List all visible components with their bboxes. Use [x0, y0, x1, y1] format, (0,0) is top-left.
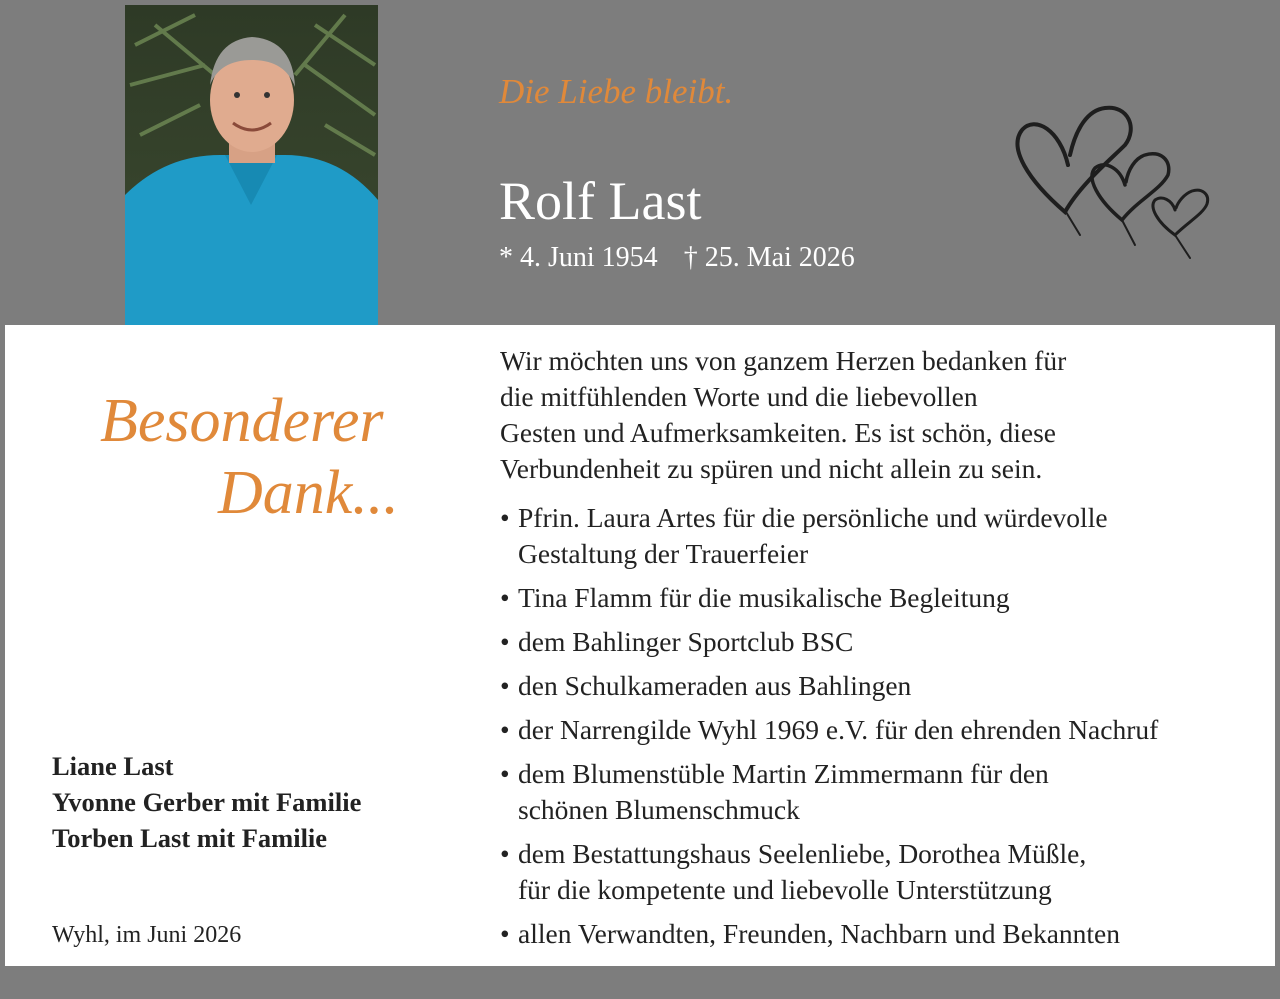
thanks-list: [500, 500, 1270, 960]
thanks-line: • den Schulkameraden aus Bahlingen: [518, 670, 912, 701]
intro-line: Gesten und Aufmerksamkeiten. Es ist schön, diese: [500, 417, 1057, 448]
thanks-item: [500, 916, 1270, 952]
place-date: Wyhl, im Juni 2026: [52, 922, 242, 948]
thanks-line: • dem Blumenstüble Martin Zimmermann für den: [518, 758, 1049, 789]
intro-line: die mitfühlenden Worte und die liebevollen: [500, 381, 978, 412]
motto: Die Liebe bleibt.: [499, 72, 734, 111]
thanks-item: [500, 580, 1270, 616]
thanks-line: • dem Bestattungshaus Seelenliebe, Dorothea Müßle,: [518, 838, 1087, 869]
intro-paragraph: [500, 343, 1260, 487]
thanks-item: [500, 836, 1270, 908]
thanks-line: Gestaltung der Trauerfeier: [518, 538, 809, 569]
portrait-photo: [125, 5, 378, 325]
intro-line: Verbundenheit zu spüren und nicht allein zu sein.: [500, 453, 1043, 484]
thanks-item: [500, 756, 1270, 828]
intro-line: Wir möchten uns von ganzem Herzen bedanken für: [500, 345, 1067, 376]
headline-line-1: Besonderer: [100, 387, 384, 455]
headline-line-2: Dank...: [218, 459, 399, 527]
birth-date: * 4. Juni 1954: [499, 242, 658, 273]
life-dates: [499, 242, 855, 274]
thanks-line: • Tina Flamm für die musikalische Begleitung: [518, 582, 1010, 613]
death-date: † 25. Mai 2026: [683, 242, 855, 273]
thanks-item: [500, 668, 1270, 704]
thanks-line: schönen Blumenschmuck: [518, 794, 800, 825]
thanks-item: [500, 712, 1270, 748]
thanks-line: • dem Bahlinger Sportclub BSC: [518, 626, 854, 657]
three-hearts-icon: [1010, 100, 1220, 265]
thanks-item: [500, 624, 1270, 660]
thanks-line: für die kompetente und liebevolle Unterstützung: [518, 874, 1052, 905]
deceased-name: Rolf Last: [499, 171, 702, 231]
family-member: Liane Last: [52, 751, 174, 781]
thanks-item: [500, 500, 1270, 572]
headline: [100, 385, 399, 529]
thanks-line: • Pfrin. Laura Artes für die persönliche und würdevolle: [518, 502, 1108, 533]
thanks-line: • der Narrengilde Wyhl 1969 e.V. für den ehrenden Nachruf: [518, 714, 1159, 745]
family-member: Yvonne Gerber mit Familie: [52, 787, 362, 817]
family-member: Torben Last mit Familie: [52, 823, 328, 853]
thanks-line: • allen Verwandten, Freunden, Nachbarn und Bekannten: [518, 918, 1121, 949]
family-signature: [52, 748, 361, 856]
